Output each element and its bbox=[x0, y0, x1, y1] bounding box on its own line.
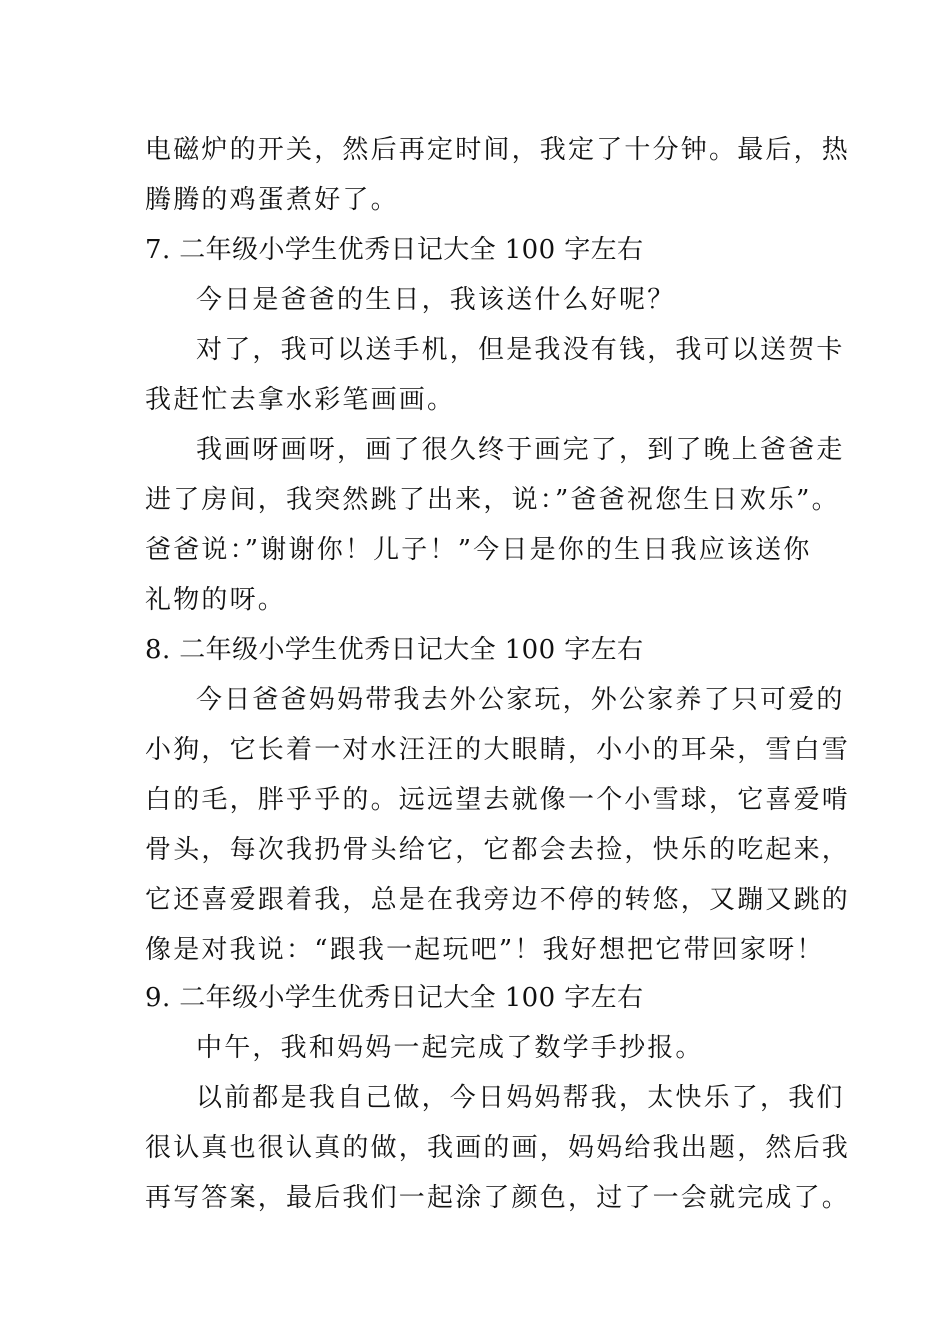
paragraph-start: 今日是爸爸的生日，我该送什么好呢？ bbox=[196, 285, 676, 315]
text-line: 电磁炉的开关，然后再定时间，我定了十分钟。最后，热 bbox=[145, 135, 851, 165]
text-line: 爸爸说：”谢谢你！儿子！”今日是你的生日我应该送你 bbox=[145, 535, 812, 565]
section-heading-7: 7. 二年级小学生优秀日记大全 100 字左右 bbox=[145, 235, 644, 265]
text-line: 小狗，它长着一对水汪汪的大眼睛，小小的耳朵，雪白雪 bbox=[145, 735, 851, 765]
section-heading-9: 9. 二年级小学生优秀日记大全 100 字左右 bbox=[145, 983, 644, 1013]
text-line: 很认真也很认真的做，我画的画，妈妈给我出题，然后我 bbox=[145, 1133, 851, 1163]
paragraph-start: 我画呀画呀，画了很久终于画完了，到了晚上爸爸走 bbox=[196, 435, 845, 465]
text-line: 白的毛，胖乎乎的。远远望去就像一个小雪球，它喜爱啃 bbox=[145, 785, 851, 815]
paragraph-start: 以前都是我自己做，今日妈妈帮我，太快乐了，我们 bbox=[196, 1083, 845, 1113]
section-heading-8: 8. 二年级小学生优秀日记大全 100 字左右 bbox=[145, 635, 644, 665]
paragraph-start: 今日爸爸妈妈带我去外公家玩，外公家养了只可爱的 bbox=[196, 685, 845, 715]
text-line: 进了房间，我突然跳了出来，说：”爸爸祝您生日欢乐”。 bbox=[145, 485, 840, 515]
text-line: 骨头，每次我扔骨头给它，它都会去捡，快乐的吃起来， bbox=[145, 835, 851, 865]
paragraph-start: 对了，我可以送手机，但是我没有钱，我可以送贺卡 bbox=[196, 335, 845, 365]
text-line: 再写答案，最后我们一起涂了颜色，过了一会就完成了。 bbox=[145, 1183, 851, 1213]
text-line: 腾腾的鸡蛋煮好了。 bbox=[145, 185, 399, 215]
text-line: 它还喜爱跟着我，总是在我旁边不停的转悠，又蹦又跳的 bbox=[145, 885, 851, 915]
text-line: 我赶忙去拿水彩笔画画。 bbox=[145, 385, 456, 415]
paragraph-start: 中午，我和妈妈一起完成了数学手抄报。 bbox=[196, 1033, 704, 1063]
text-line: 像是对我说：“跟我一起玩吧”！我好想把它带回家呀！ bbox=[145, 935, 825, 965]
text-line: 礼物的呀。 bbox=[145, 585, 287, 615]
